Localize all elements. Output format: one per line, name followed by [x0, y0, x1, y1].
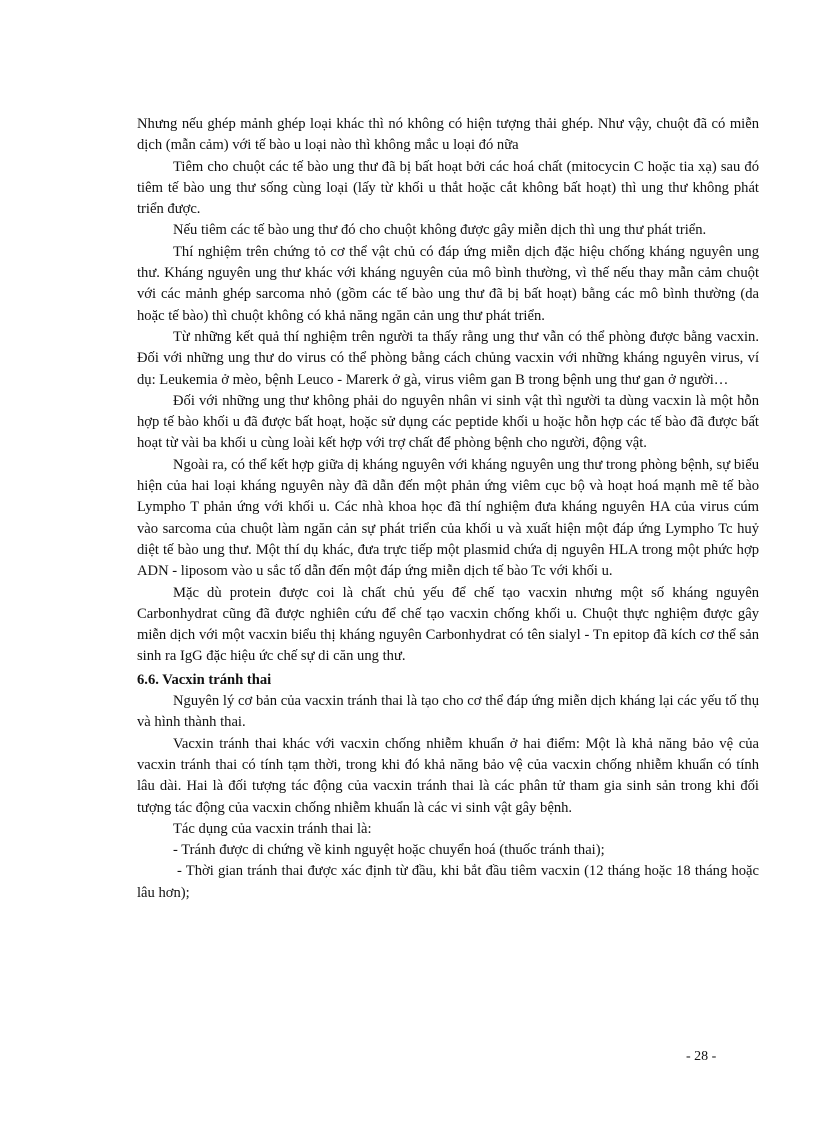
- section-heading: 6.6. Vacxin tránh thai: [137, 671, 272, 688]
- paragraph: Ngoài ra, có thể kết hợp giữa dị kháng nguyên với kháng nguyên ung thư trong phòng bệnh, sự biểu hiện của hai loại kháng nguyên này đã dẫn đến một phản ứng viêm cục bộ và hoạt hoá mạnh mẽ tế bào Lympho T phản ứng với khối u. Các nhà khoa học đã thí nghiệm đưa kháng nguyên HA của virus cúm vào sarcoma của chuột làm ngăn cản sự phát triển của khối u và xuất hiện một đáp ứng Lympho Tc huỷ diệt tế bào ung thư. Một thí dụ khác, đưa trực tiếp một plasmid chứa dị nguyên HLA trong một phức hợp ADN - liposom vào u sắc tố dẫn đến một đáp ứng miễn dịch tế bào Tc với khối u.: [137, 456, 759, 580]
- page-number: - 28 -: [686, 1049, 717, 1064]
- paragraph: Nếu tiêm các tế bào ung thư đó cho chuột không được gây miễn dịch thì ung thư phát triển.: [173, 222, 707, 239]
- paragraph: Đối với những ung thư không phải do nguyên nhân vi sinh vật thì người ta dùng vacxin là một hỗn hợp tế bào khối u đã được bất hoạt, hoặc sử dụng các peptide khối u hoặc hỗn hợp các tế bào đã được bất hoạt từ vài ba khối u cùng loài kết hợp với trợ chất để phòng bệnh cho người, động vật.: [137, 392, 759, 452]
- paragraph: Nguyên lý cơ bản của vacxin tránh thai là tạo cho cơ thể đáp ứng miễn dịch kháng lại các yếu tố thụ và hình thành thai.: [137, 693, 759, 731]
- paragraph: Từ những kết quả thí nghiệm trên người ta thấy rằng ung thư vẫn có thể phòng được bằng vacxin. Đối với những ung thư do virus có thể phòng bằng cách chủng vacxin với những kháng nguyên virus, ví dụ: Leukemia ở mèo, bệnh Leuco - Marerk ở gà, virus viêm gan B trong bệnh ung thư gan ở người…: [137, 328, 759, 388]
- paragraph: Nhưng nếu ghép mảnh ghép loại khác thì nó không có hiện tượng thải ghép. Như vậy, chuột đã có miễn dịch (mẫn cảm) với tế bào u loại nào thì không mắc u loại đó nữa: [137, 116, 759, 154]
- page-content: [137, 114, 759, 904]
- paragraph: Tiêm cho chuột các tế bào ung thư đã bị bất hoạt bởi các hoá chất (mitocycin C hoặc tia xạ) sau đó tiêm tế bào ung thư sống cùng loại (lấy từ khối u thắt hoặc cắt không bất hoạt) thì ung thư không phát triển được.: [137, 158, 759, 218]
- paragraph: Thí nghiệm trên chứng tỏ cơ thể vật chủ có đáp ứng miễn dịch đặc hiệu chống kháng nguyên ung thư. Kháng nguyên ung thư khác với kháng nguyên của mô bình thường, vì thế nếu thay mẫn cảm chuột với các mảnh ghép sarcoma nhỏ (gồm các tế bào ung thư đã bị bất hoạt) bằng các mô bình thường (da hoặc tế bào) thì chuột không có khả năng ngăn cản ung thư phát triển.: [137, 243, 759, 324]
- list-item: - Thời gian tránh thai được xác định từ đầu, khi bắt đầu tiêm vacxin (12 tháng hoặc 18 tháng hoặc lâu hơn);: [137, 863, 759, 901]
- list-item: - Tránh được di chứng về kinh nguyệt hoặc chuyển hoá (thuốc tránh thai);: [173, 842, 605, 859]
- paragraph: Vacxin tránh thai khác với vacxin chống nhiễm khuẩn ở hai điểm: Một là khả năng bảo vệ của vacxin tránh thai có tính tạm thời, trong khi đó khả năng bảo vệ của vacxin chống nhiễm khuẩn có tính lâu dài. Hai là đối tượng tác động của vacxin tránh thai là các phân tử tham gia sinh sản trong khi đối tượng tác động của vacxin chống nhiễm khuẩn là các vi sinh vật gây bệnh.: [137, 735, 759, 816]
- paragraph: Tác dụng của vacxin tránh thai là:: [173, 820, 372, 837]
- paragraph: Mặc dù protein được coi là chất chủ yếu để chế tạo vacxin nhưng một số kháng nguyên Carbonhydrat cũng đã được nghiên cứu để chế tạo vacxin chống khối u. Chuột thực nghiệm được gây miễn dịch với một vacxin biểu thị kháng nguyên Carbonhydrat có tên sialyl - Tn epitop đã kích cơ thể sản sinh ra IgG đặc hiệu ức chế sự di căn ung thư.: [137, 584, 759, 665]
